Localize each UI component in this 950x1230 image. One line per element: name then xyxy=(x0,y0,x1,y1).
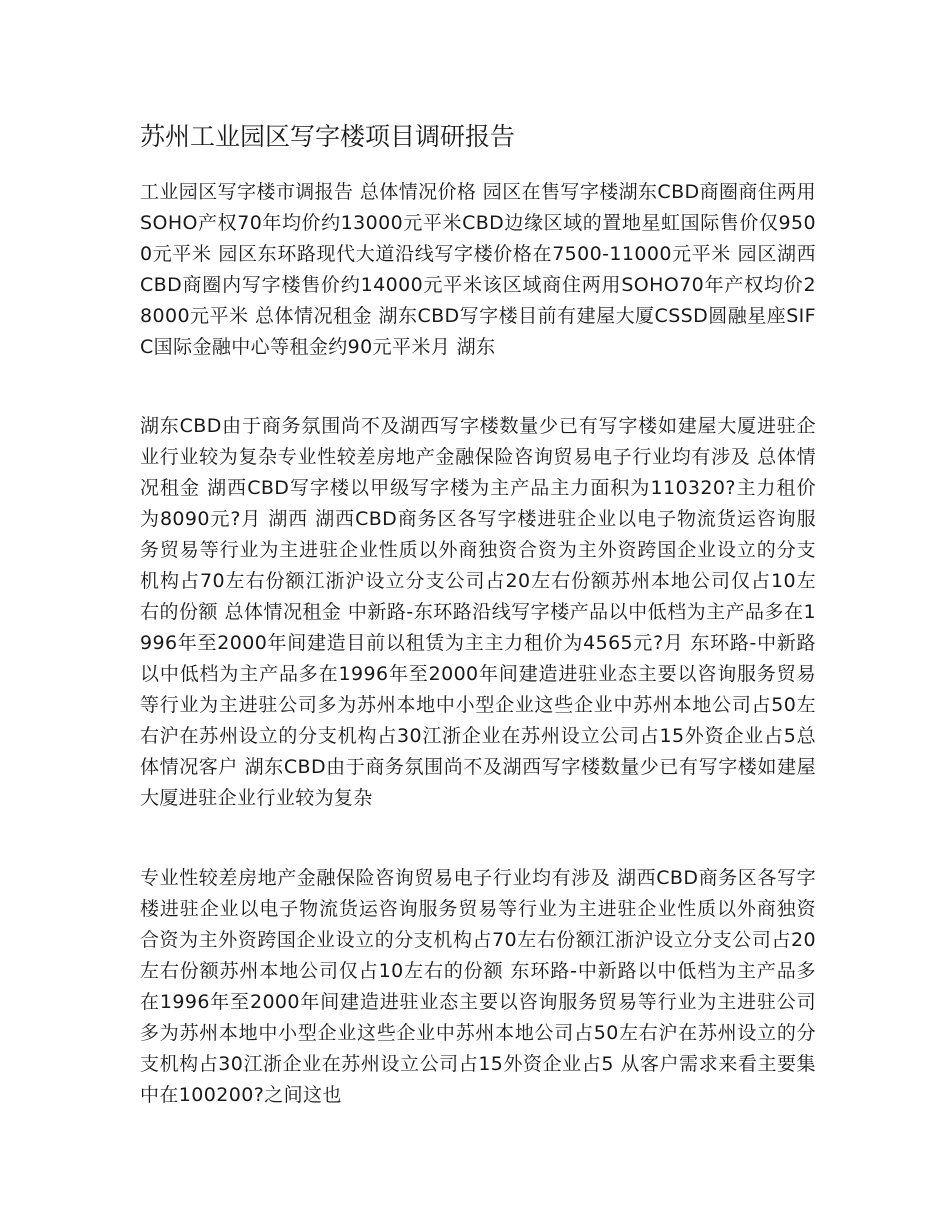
paragraph-1: 工业园区写字楼市调报告 总体情况价格 园区在售写字楼湖东CBD商圈商住两用SOHO产权70年均价约13000元平米CBD边缘区域的置地星虹国际售价仅9500元平米 园区东环路现代大道沿线写字楼价格在7500-11000元平米 园区湖西CBD商圈内写字楼售价约14000元平米该区域商住两用SOHO70年产权均价28000元平米 总体情况租金 湖东CBD写字楼目前有建屋大厦CSSD圆融星座SIFC国际金融中心等租金约90元平米月 湖东 xyxy=(140,181,816,358)
document-title: 苏州工业园区写字楼项目调研报告 xyxy=(140,122,516,151)
paragraph-3: 专业性较差房地产金融保险咨询贸易电子行业均有涉及 湖西CBD商务区各写字楼进驻企业以电子物流货运咨询服务贸易等行业为主进驻企业性质以外商独资合资为主外资跨国企业设立的分支机构占70左右份额江浙沪设立分支公司占20左右份额苏州本地公司仅占10左右的份额 东环路-中新路以中低档为主产品多在1996年至2000年间建造进驻业态主要以咨询服务贸易等行业为主进驻公司多为苏州本地中小型企业这些企业中苏州本地公司占50左右沪在苏州设立的分支机构占30江浙企业在苏州设立公司占15外资企业占5 从客户需求来看主要集中在100200?之间这也 xyxy=(140,867,816,1106)
paragraph-2: 湖东CBD由于商务氛围尚不及湖西写字楼数量少已有写字楼如建屋大厦进驻企业行业较为复杂专业性较差房地产金融保险咨询贸易电子行业均有涉及 总体情况租金 湖西CBD写字楼以甲级写字楼为主产品主力面积为110320?主力租价为8090元?月 湖西 湖西CBD商务区各写字楼进驻企业以电子物流货运咨询服务贸易等行业为主进驻企业性质以外商独资合资为主外资跨国企业设立的分支机构占70左右份额江浙沪设立分支公司占20左右份额苏州本地公司仅占10左右的份额 总体情况租金 中新路-东环路沿线写字楼产品以中低档为主产品多在1996年至2000年间建造目前以租赁为主主力租价为4565元?月 东环路-中新路以中低档为主产品多在1996年至2000年间建造进驻业态主要以咨询服务贸易等行业为主进驻公司多为苏州本地中小型企业这些企业中苏州本地公司占50左右沪在苏州设立的分支机构占30江浙企业在苏州设立公司占15外资企业占5总体情况客户 湖东CBD由于商务氛围尚不及湖西写字楼数量少已有写字楼如建屋大厦进驻企业行业较为复杂 xyxy=(140,415,816,809)
